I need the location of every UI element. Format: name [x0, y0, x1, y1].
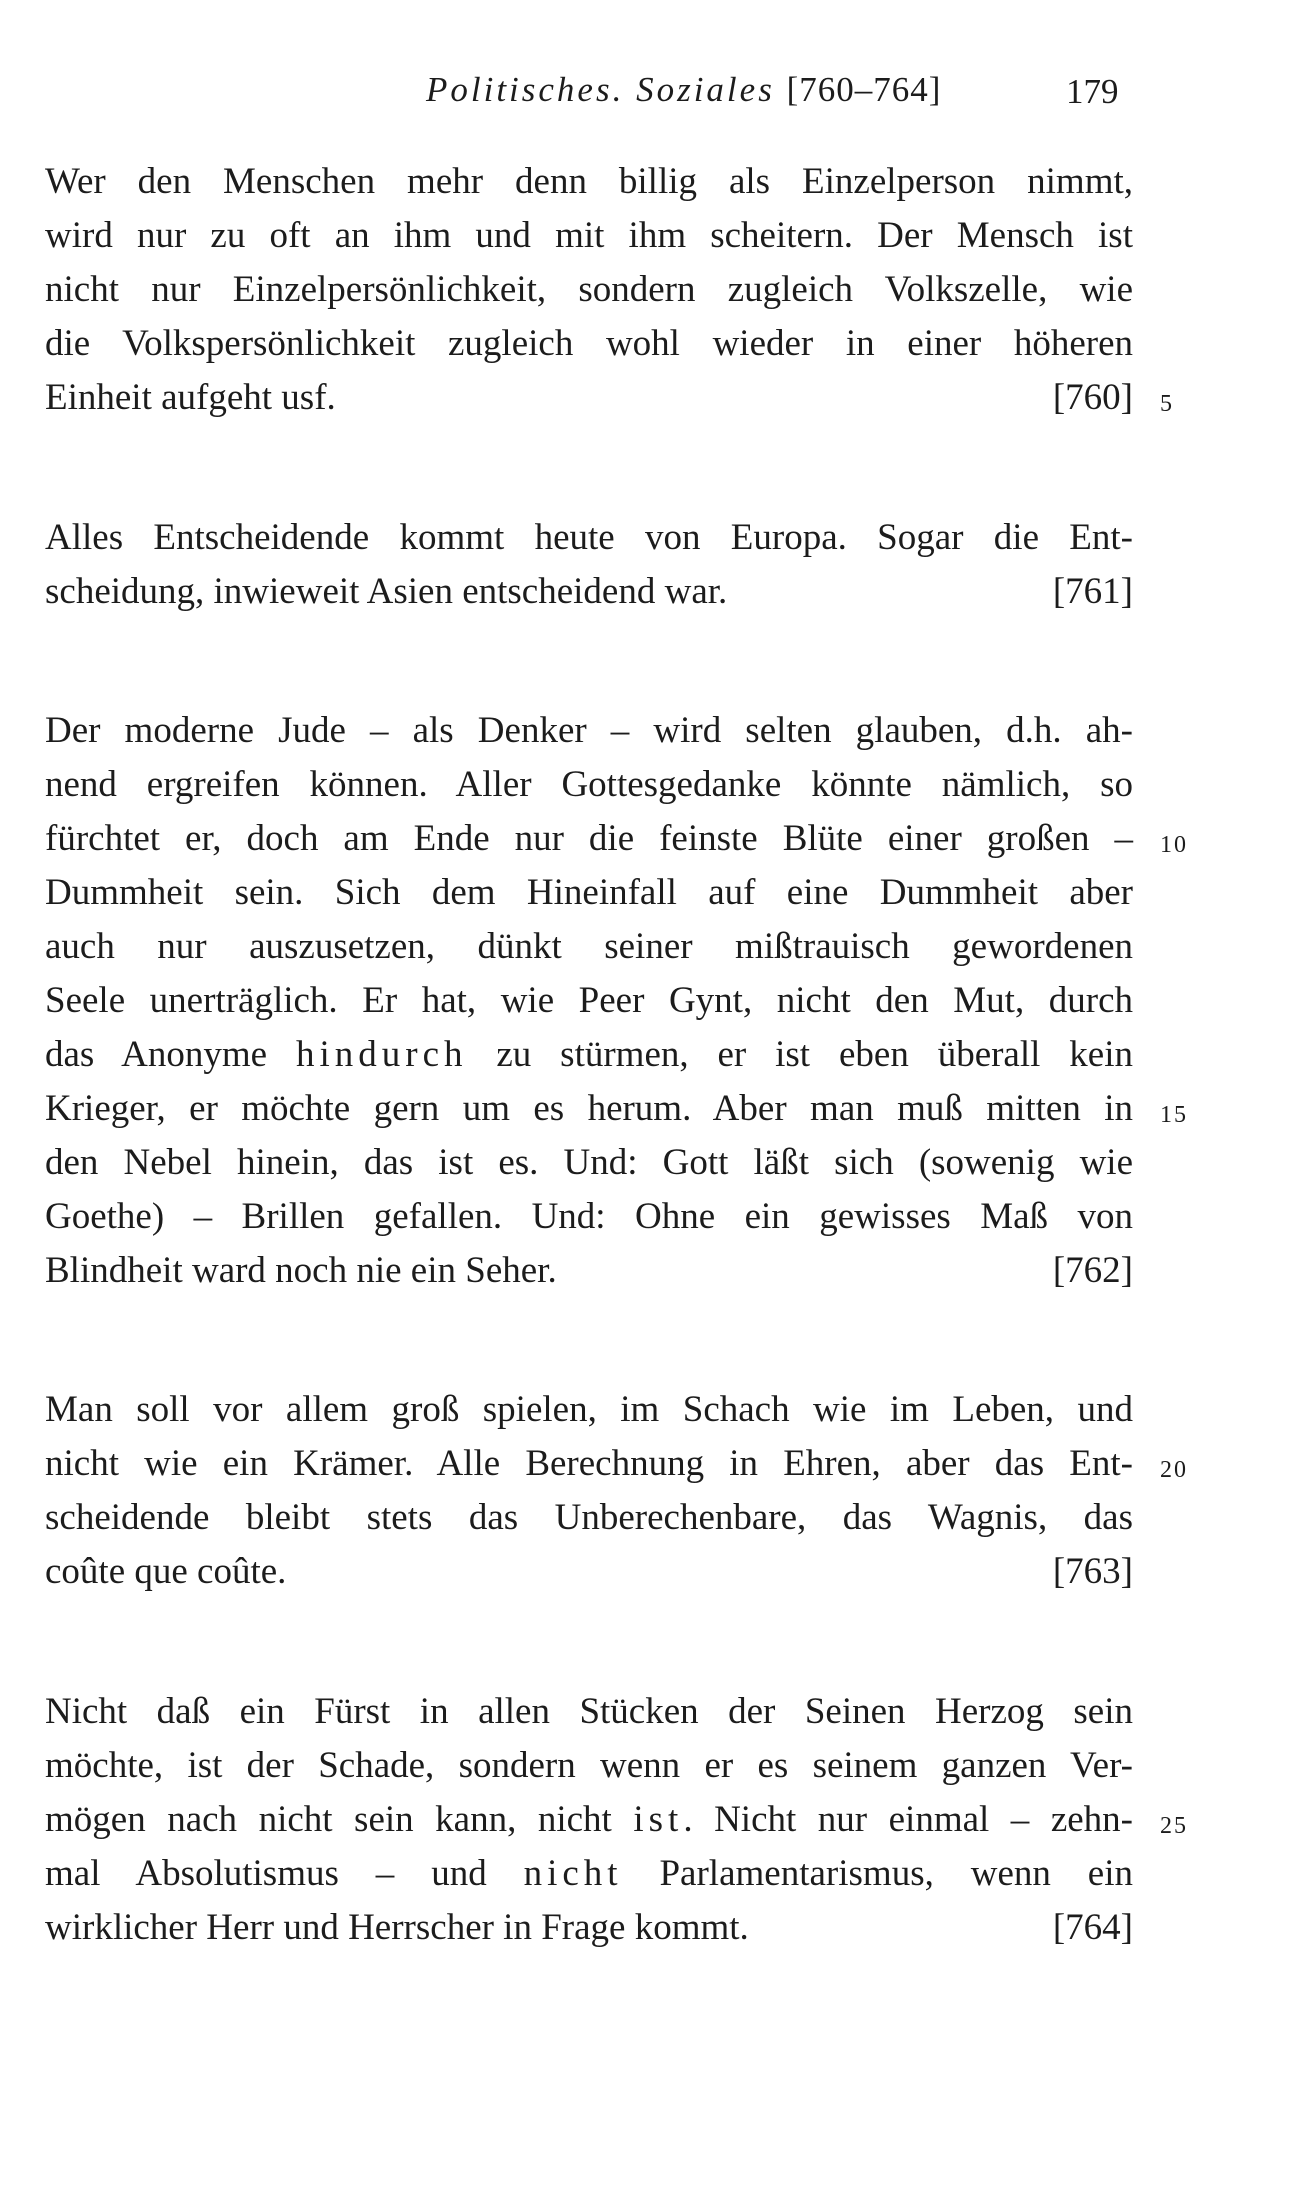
- text-line: Einheit aufgeht usf. [760]: [45, 371, 1133, 425]
- line-number: 20: [1160, 1457, 1188, 1483]
- text-line: wird nur zu oft an ihm und mit ihm scheitern. Der Mensch ist: [45, 215, 1133, 256]
- text-line: die Volkspersönlichkeit zugleich wohl wieder in einer höheren: [45, 323, 1133, 364]
- entry-reference: [762]: [1052, 1250, 1133, 1291]
- line-number: 15: [1160, 1102, 1188, 1128]
- line-number: 5: [1160, 391, 1174, 417]
- text-line: scheidung, inwieweit Asien entscheidend war. [761]: [45, 565, 1133, 619]
- text-line: das Anonyme hindurch zu stürmen, er ist eben überall kein: [45, 1034, 1133, 1075]
- text-line: Blindheit ward noch nie ein Seher. [762]: [45, 1244, 1133, 1298]
- text-line: mögen nach nicht sein kann, nicht ist. Nicht nur einmal – zehn-: [45, 1799, 1133, 1840]
- text-line: fürchtet er, doch am Ende nur die feinste Blüte einer großen –: [45, 818, 1133, 859]
- text-line: nicht nur Einzelpersönlichkeit, sondern zugleich Volkszelle, wie: [45, 269, 1133, 310]
- text-line: Dummheit sein. Sich dem Hineinfall auf eine Dummheit aber: [45, 872, 1133, 913]
- text-line: möchte, ist der Schade, sondern wenn er es seinem ganzen Ver-: [45, 1745, 1133, 1786]
- emphasized-word: nicht: [523, 1853, 623, 1894]
- text-line: Nicht daß ein Fürst in allen Stücken der Seinen Herzog sein: [45, 1691, 1133, 1732]
- entry-reference: [763]: [1052, 1551, 1133, 1592]
- text-line: Man soll vor allem groß spielen, im Schach wie im Leben, und: [45, 1389, 1133, 1430]
- text-line: Krieger, er möchte gern um es herum. Aber man muß mitten in: [45, 1088, 1133, 1129]
- text-line: Der moderne Jude – als Denker – wird selten glauben, d.h. ah-: [45, 710, 1133, 751]
- entry-reference: [764]: [1052, 1907, 1133, 1948]
- text-line: scheidende bleibt stets das Unberechenbare, das Wagnis, das: [45, 1497, 1133, 1538]
- line-number: 25: [1160, 1813, 1188, 1839]
- entry-range: [760–764]: [786, 70, 942, 109]
- entry-reference: [761]: [1052, 571, 1133, 612]
- text-line: Wer den Menschen mehr denn billig als Einzelperson nimmt,: [45, 161, 1133, 202]
- page-number: 179: [1066, 72, 1119, 111]
- text-line: den Nebel hinein, das ist es. Und: Gott läßt sich (sowenig wie: [45, 1142, 1133, 1183]
- text-line: mal Absolutismus – und nicht Parlamentarismus, wenn ein: [45, 1853, 1133, 1894]
- emphasized-word: hindurch: [295, 1034, 468, 1075]
- text-line: Alles Entscheidende kommt heute von Europa. Sogar die Ent-: [45, 517, 1133, 558]
- text-line: auch nur auszusetzen, dünkt seiner mißtrauisch gewordenen: [45, 926, 1133, 967]
- text-line: nicht wie ein Krämer. Alle Berechnung in Ehren, aber das Ent-: [45, 1443, 1133, 1484]
- text-line: wirklicher Herr und Herrscher in Frage kommt. [764]: [45, 1901, 1133, 1955]
- text-line: coûte que coûte. [763]: [45, 1545, 1133, 1599]
- emphasized-word: ist: [633, 1799, 684, 1840]
- section-title: Politisches. Soziales [760–764]: [426, 70, 942, 109]
- line-number: 10: [1160, 832, 1188, 858]
- text-line: Goethe) – Brillen gefallen. Und: Ohne ein gewisses Maß von: [45, 1196, 1133, 1237]
- text-line: nend ergreifen können. Aller Gottesgedanke könnte nämlich, so: [45, 764, 1133, 805]
- entry-reference: [760]: [1052, 377, 1133, 418]
- text-line: Seele unerträglich. Er hat, wie Peer Gynt, nicht den Mut, durch: [45, 980, 1133, 1021]
